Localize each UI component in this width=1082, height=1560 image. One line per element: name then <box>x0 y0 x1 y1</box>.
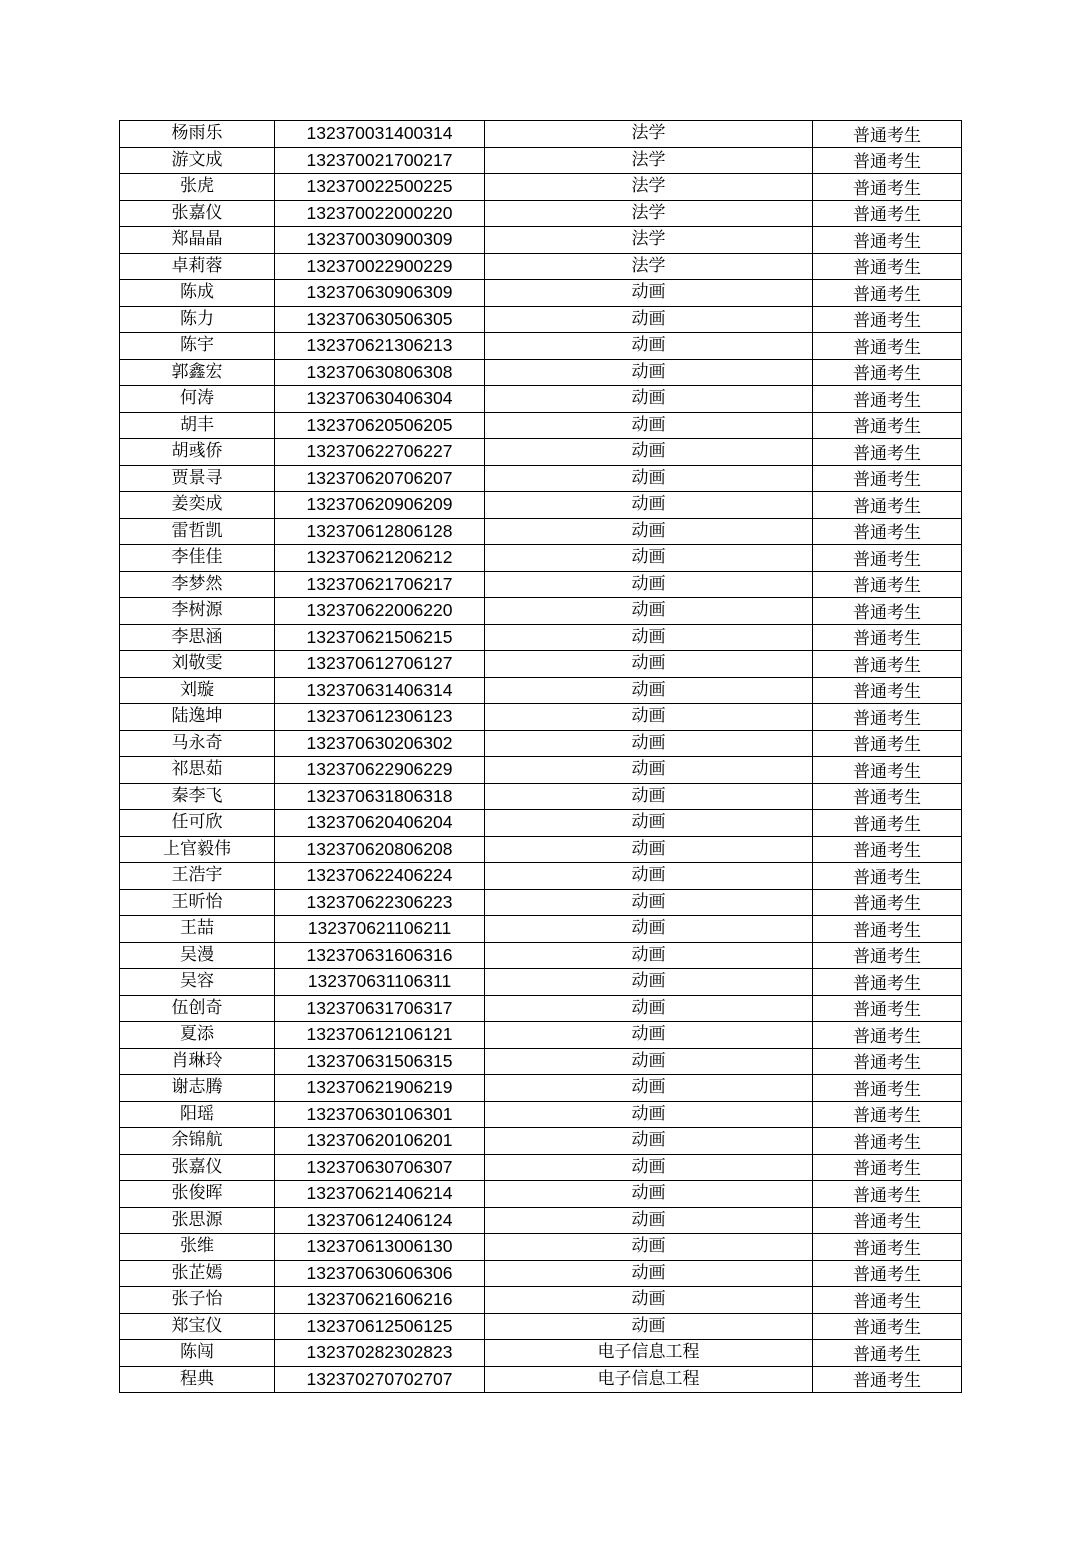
candidate-type-cell: 普通考生 <box>813 518 962 545</box>
major-cell: 法学 <box>485 227 813 254</box>
candidate-type-cell: 普通考生 <box>813 889 962 916</box>
candidate-number-cell: 132370631506315 <box>275 1048 485 1075</box>
candidate-number-cell: 132370630606306 <box>275 1260 485 1287</box>
table-row <box>120 1128 962 1155</box>
table-row <box>120 863 962 890</box>
candidate-name-cell: 陆逸坤 <box>120 704 275 731</box>
candidate-type-cell: 普通考生 <box>813 757 962 784</box>
candidate-name-cell: 阳瑶 <box>120 1101 275 1128</box>
table-row <box>120 386 962 413</box>
major-cell: 动画 <box>485 995 813 1022</box>
table-row <box>120 306 962 333</box>
table-row <box>120 598 962 625</box>
candidate-type-cell: 普通考生 <box>813 1154 962 1181</box>
table-row <box>120 810 962 837</box>
candidate-type-cell: 普通考生 <box>813 1340 962 1367</box>
table-row <box>120 333 962 360</box>
major-cell: 动画 <box>485 492 813 519</box>
candidate-name-cell: 李梦然 <box>120 571 275 598</box>
major-cell: 法学 <box>485 121 813 148</box>
table-row <box>120 1022 962 1049</box>
candidate-name-cell: 李思涵 <box>120 624 275 651</box>
candidate-number-cell: 132370630906309 <box>275 280 485 307</box>
candidate-type-cell: 普通考生 <box>813 571 962 598</box>
candidate-number-cell: 132370630706307 <box>275 1154 485 1181</box>
candidate-name-cell: 上官毅伟 <box>120 836 275 863</box>
table-row <box>120 1340 962 1367</box>
candidate-number-cell: 132370612806128 <box>275 518 485 545</box>
candidate-number-cell: 132370620506205 <box>275 412 485 439</box>
candidate-type-cell: 普通考生 <box>813 704 962 731</box>
major-cell: 动画 <box>485 704 813 731</box>
candidate-number-cell: 132370270702707 <box>275 1366 485 1393</box>
candidate-name-cell: 吴漫 <box>120 942 275 969</box>
major-cell: 动画 <box>485 624 813 651</box>
candidate-number-cell: 132370622306223 <box>275 889 485 916</box>
candidate-number-cell: 132370031400314 <box>275 121 485 148</box>
candidate-name-cell: 张嘉仪 <box>120 1154 275 1181</box>
candidate-number-cell: 132370612106121 <box>275 1022 485 1049</box>
major-cell: 动画 <box>485 333 813 360</box>
candidate-type-cell: 普通考生 <box>813 359 962 386</box>
candidate-table <box>119 120 962 1393</box>
major-cell: 法学 <box>485 174 813 201</box>
candidate-number-cell: 132370630506305 <box>275 306 485 333</box>
candidate-name-cell: 张维 <box>120 1234 275 1261</box>
candidate-number-cell: 132370612506125 <box>275 1313 485 1340</box>
major-cell: 动画 <box>485 810 813 837</box>
major-cell: 动画 <box>485 757 813 784</box>
table-row <box>120 757 962 784</box>
candidate-name-cell: 陈力 <box>120 306 275 333</box>
candidate-name-cell: 郑宝仪 <box>120 1313 275 1340</box>
table-row <box>120 359 962 386</box>
candidate-name-cell: 杨雨乐 <box>120 121 275 148</box>
candidate-name-cell: 张虎 <box>120 174 275 201</box>
candidate-number-cell: 132370621906219 <box>275 1075 485 1102</box>
major-cell: 动画 <box>485 386 813 413</box>
candidate-type-cell: 普通考生 <box>813 333 962 360</box>
candidate-type-cell: 普通考生 <box>813 836 962 863</box>
major-cell: 动画 <box>485 916 813 943</box>
table-row <box>120 969 962 996</box>
major-cell: 动画 <box>485 730 813 757</box>
table-row <box>120 704 962 731</box>
major-cell: 动画 <box>485 863 813 890</box>
major-cell: 动画 <box>485 1207 813 1234</box>
candidate-name-cell: 李树源 <box>120 598 275 625</box>
candidate-name-cell: 王浩宇 <box>120 863 275 890</box>
candidate-type-cell: 普通考生 <box>813 1313 962 1340</box>
candidate-number-cell: 132370620706207 <box>275 465 485 492</box>
table-row <box>120 1234 962 1261</box>
table-row <box>120 518 962 545</box>
candidate-type-cell: 普通考生 <box>813 545 962 572</box>
candidate-name-cell: 游文成 <box>120 147 275 174</box>
candidate-name-cell: 王昕怡 <box>120 889 275 916</box>
table-row <box>120 1181 962 1208</box>
major-cell: 动画 <box>485 1287 813 1314</box>
candidate-type-cell: 普通考生 <box>813 863 962 890</box>
major-cell: 动画 <box>485 1234 813 1261</box>
candidate-name-cell: 刘敬雯 <box>120 651 275 678</box>
table-row <box>120 147 962 174</box>
table-row <box>120 545 962 572</box>
candidate-name-cell: 刘璇 <box>120 677 275 704</box>
candidate-name-cell: 夏添 <box>120 1022 275 1049</box>
candidate-name-cell: 胡彧侨 <box>120 439 275 466</box>
major-cell: 动画 <box>485 306 813 333</box>
candidate-type-cell: 普通考生 <box>813 439 962 466</box>
candidate-type-cell: 普通考生 <box>813 1075 962 1102</box>
candidate-name-cell: 伍创奇 <box>120 995 275 1022</box>
candidate-number-cell: 132370621406214 <box>275 1181 485 1208</box>
candidate-type-cell: 普通考生 <box>813 147 962 174</box>
table-row <box>120 1075 962 1102</box>
candidate-type-cell: 普通考生 <box>813 1022 962 1049</box>
table-row <box>120 1048 962 1075</box>
candidate-number-cell: 132370631806318 <box>275 783 485 810</box>
candidate-type-cell: 普通考生 <box>813 810 962 837</box>
candidate-type-cell: 普通考生 <box>813 280 962 307</box>
candidate-number-cell: 132370282302823 <box>275 1340 485 1367</box>
major-cell: 法学 <box>485 200 813 227</box>
major-cell: 动画 <box>485 1154 813 1181</box>
candidate-type-cell: 普通考生 <box>813 942 962 969</box>
major-cell: 动画 <box>485 412 813 439</box>
major-cell: 动画 <box>485 1022 813 1049</box>
candidate-number-cell: 132370621506215 <box>275 624 485 651</box>
major-cell: 动画 <box>485 1313 813 1340</box>
candidate-type-cell: 普通考生 <box>813 1128 962 1155</box>
major-cell: 动画 <box>485 1101 813 1128</box>
candidate-number-cell: 132370030900309 <box>275 227 485 254</box>
table-row <box>120 253 962 280</box>
candidate-number-cell: 132370630406304 <box>275 386 485 413</box>
candidate-number-cell: 132370631406314 <box>275 677 485 704</box>
candidate-number-cell: 132370621706217 <box>275 571 485 598</box>
major-cell: 动画 <box>485 598 813 625</box>
candidate-name-cell: 任可欣 <box>120 810 275 837</box>
candidate-number-cell: 132370022500225 <box>275 174 485 201</box>
candidate-type-cell: 普通考生 <box>813 624 962 651</box>
table-row <box>120 1154 962 1181</box>
candidate-type-cell: 普通考生 <box>813 598 962 625</box>
major-cell: 动画 <box>485 571 813 598</box>
table-row <box>120 1287 962 1314</box>
table-row <box>120 889 962 916</box>
candidate-number-cell: 132370613006130 <box>275 1234 485 1261</box>
candidate-type-cell: 普通考生 <box>813 306 962 333</box>
candidate-name-cell: 陈闯 <box>120 1340 275 1367</box>
candidate-name-cell: 卓莉蓉 <box>120 253 275 280</box>
candidate-type-cell: 普通考生 <box>813 1234 962 1261</box>
candidate-number-cell: 132370021700217 <box>275 147 485 174</box>
candidate-type-cell: 普通考生 <box>813 121 962 148</box>
candidate-number-cell: 132370630206302 <box>275 730 485 757</box>
major-cell: 动画 <box>485 1181 813 1208</box>
candidate-name-cell: 谢志腾 <box>120 1075 275 1102</box>
candidate-number-cell: 132370620806208 <box>275 836 485 863</box>
major-cell: 法学 <box>485 253 813 280</box>
table-row <box>120 624 962 651</box>
major-cell: 动画 <box>485 783 813 810</box>
candidate-number-cell: 132370631106311 <box>275 969 485 996</box>
candidate-type-cell: 普通考生 <box>813 386 962 413</box>
major-cell: 动画 <box>485 518 813 545</box>
candidate-number-cell: 132370630806308 <box>275 359 485 386</box>
candidate-name-cell: 张子怡 <box>120 1287 275 1314</box>
candidate-type-cell: 普通考生 <box>813 1048 962 1075</box>
candidate-name-cell: 祁思茹 <box>120 757 275 784</box>
candidate-type-cell: 普通考生 <box>813 783 962 810</box>
candidate-number-cell: 132370612306123 <box>275 704 485 731</box>
candidate-name-cell: 贾景寻 <box>120 465 275 492</box>
candidate-type-cell: 普通考生 <box>813 1181 962 1208</box>
table-row <box>120 492 962 519</box>
major-cell: 动画 <box>485 545 813 572</box>
table-row <box>120 571 962 598</box>
major-cell: 动画 <box>485 942 813 969</box>
candidate-name-cell: 程典 <box>120 1366 275 1393</box>
table-row <box>120 942 962 969</box>
candidate-number-cell: 132370621206212 <box>275 545 485 572</box>
candidate-type-cell: 普通考生 <box>813 651 962 678</box>
table-row <box>120 1313 962 1340</box>
candidate-table-body <box>120 121 962 1393</box>
table-row <box>120 200 962 227</box>
candidate-name-cell: 陈宇 <box>120 333 275 360</box>
candidate-type-cell: 普通考生 <box>813 253 962 280</box>
candidate-number-cell: 132370612706127 <box>275 651 485 678</box>
candidate-type-cell: 普通考生 <box>813 227 962 254</box>
major-cell: 电子信息工程 <box>485 1366 813 1393</box>
table-row <box>120 280 962 307</box>
candidate-number-cell: 132370630106301 <box>275 1101 485 1128</box>
candidate-type-cell: 普通考生 <box>813 492 962 519</box>
candidate-number-cell: 132370622706227 <box>275 439 485 466</box>
candidate-number-cell: 132370622006220 <box>275 598 485 625</box>
table-row <box>120 651 962 678</box>
major-cell: 动画 <box>485 439 813 466</box>
candidate-name-cell: 郭鑫宏 <box>120 359 275 386</box>
table-row <box>120 995 962 1022</box>
candidate-name-cell: 张思源 <box>120 1207 275 1234</box>
candidate-type-cell: 普通考生 <box>813 730 962 757</box>
major-cell: 动画 <box>485 359 813 386</box>
candidate-type-cell: 普通考生 <box>813 995 962 1022</box>
table-row <box>120 916 962 943</box>
candidate-type-cell: 普通考生 <box>813 465 962 492</box>
candidate-name-cell: 李佳佳 <box>120 545 275 572</box>
candidate-name-cell: 肖琳玲 <box>120 1048 275 1075</box>
candidate-name-cell: 郑晶晶 <box>120 227 275 254</box>
major-cell: 动画 <box>485 1260 813 1287</box>
candidate-name-cell: 吴容 <box>120 969 275 996</box>
candidate-name-cell: 雷哲凯 <box>120 518 275 545</box>
candidate-type-cell: 普通考生 <box>813 969 962 996</box>
candidate-type-cell: 普通考生 <box>813 1260 962 1287</box>
table-row <box>120 412 962 439</box>
table-row <box>120 783 962 810</box>
candidate-name-cell: 姜奕成 <box>120 492 275 519</box>
major-cell: 动画 <box>485 1128 813 1155</box>
candidate-number-cell: 132370022900229 <box>275 253 485 280</box>
candidate-type-cell: 普通考生 <box>813 200 962 227</box>
candidate-name-cell: 秦李飞 <box>120 783 275 810</box>
table-row <box>120 836 962 863</box>
candidate-name-cell: 何涛 <box>120 386 275 413</box>
candidate-number-cell: 132370620106201 <box>275 1128 485 1155</box>
table-row <box>120 1366 962 1393</box>
table-row <box>120 1207 962 1234</box>
candidate-number-cell: 132370621106211 <box>275 916 485 943</box>
candidate-number-cell: 132370612406124 <box>275 1207 485 1234</box>
table-row <box>120 677 962 704</box>
candidate-type-cell: 普通考生 <box>813 1366 962 1393</box>
candidate-name-cell: 王喆 <box>120 916 275 943</box>
candidate-number-cell: 132370621306213 <box>275 333 485 360</box>
candidate-name-cell: 余锦航 <box>120 1128 275 1155</box>
table-row <box>120 121 962 148</box>
major-cell: 动画 <box>485 1075 813 1102</box>
candidate-number-cell: 132370620906209 <box>275 492 485 519</box>
candidate-type-cell: 普通考生 <box>813 1287 962 1314</box>
candidate-number-cell: 132370622406224 <box>275 863 485 890</box>
candidate-type-cell: 普通考生 <box>813 1207 962 1234</box>
major-cell: 动画 <box>485 969 813 996</box>
table-row <box>120 730 962 757</box>
major-cell: 动画 <box>485 677 813 704</box>
table-row <box>120 439 962 466</box>
candidate-number-cell: 132370621606216 <box>275 1287 485 1314</box>
candidate-number-cell: 132370022000220 <box>275 200 485 227</box>
candidate-name-cell: 陈成 <box>120 280 275 307</box>
candidate-type-cell: 普通考生 <box>813 174 962 201</box>
table-row <box>120 1260 962 1287</box>
candidate-name-cell: 马永奇 <box>120 730 275 757</box>
major-cell: 动画 <box>485 836 813 863</box>
candidate-name-cell: 张嘉仪 <box>120 200 275 227</box>
candidate-number-cell: 132370631606316 <box>275 942 485 969</box>
major-cell: 动画 <box>485 465 813 492</box>
candidate-number-cell: 132370622906229 <box>275 757 485 784</box>
candidate-number-cell: 132370631706317 <box>275 995 485 1022</box>
candidate-name-cell: 张俊晖 <box>120 1181 275 1208</box>
major-cell: 电子信息工程 <box>485 1340 813 1367</box>
candidate-type-cell: 普通考生 <box>813 677 962 704</box>
major-cell: 动画 <box>485 651 813 678</box>
candidate-type-cell: 普通考生 <box>813 1101 962 1128</box>
table-row <box>120 174 962 201</box>
major-cell: 动画 <box>485 1048 813 1075</box>
table-row <box>120 1101 962 1128</box>
major-cell: 法学 <box>485 147 813 174</box>
major-cell: 动画 <box>485 280 813 307</box>
major-cell: 动画 <box>485 889 813 916</box>
candidate-type-cell: 普通考生 <box>813 916 962 943</box>
candidate-name-cell: 胡丰 <box>120 412 275 439</box>
candidate-number-cell: 132370620406204 <box>275 810 485 837</box>
candidate-type-cell: 普通考生 <box>813 412 962 439</box>
table-row <box>120 465 962 492</box>
table-row <box>120 227 962 254</box>
candidate-name-cell: 张芷嫣 <box>120 1260 275 1287</box>
